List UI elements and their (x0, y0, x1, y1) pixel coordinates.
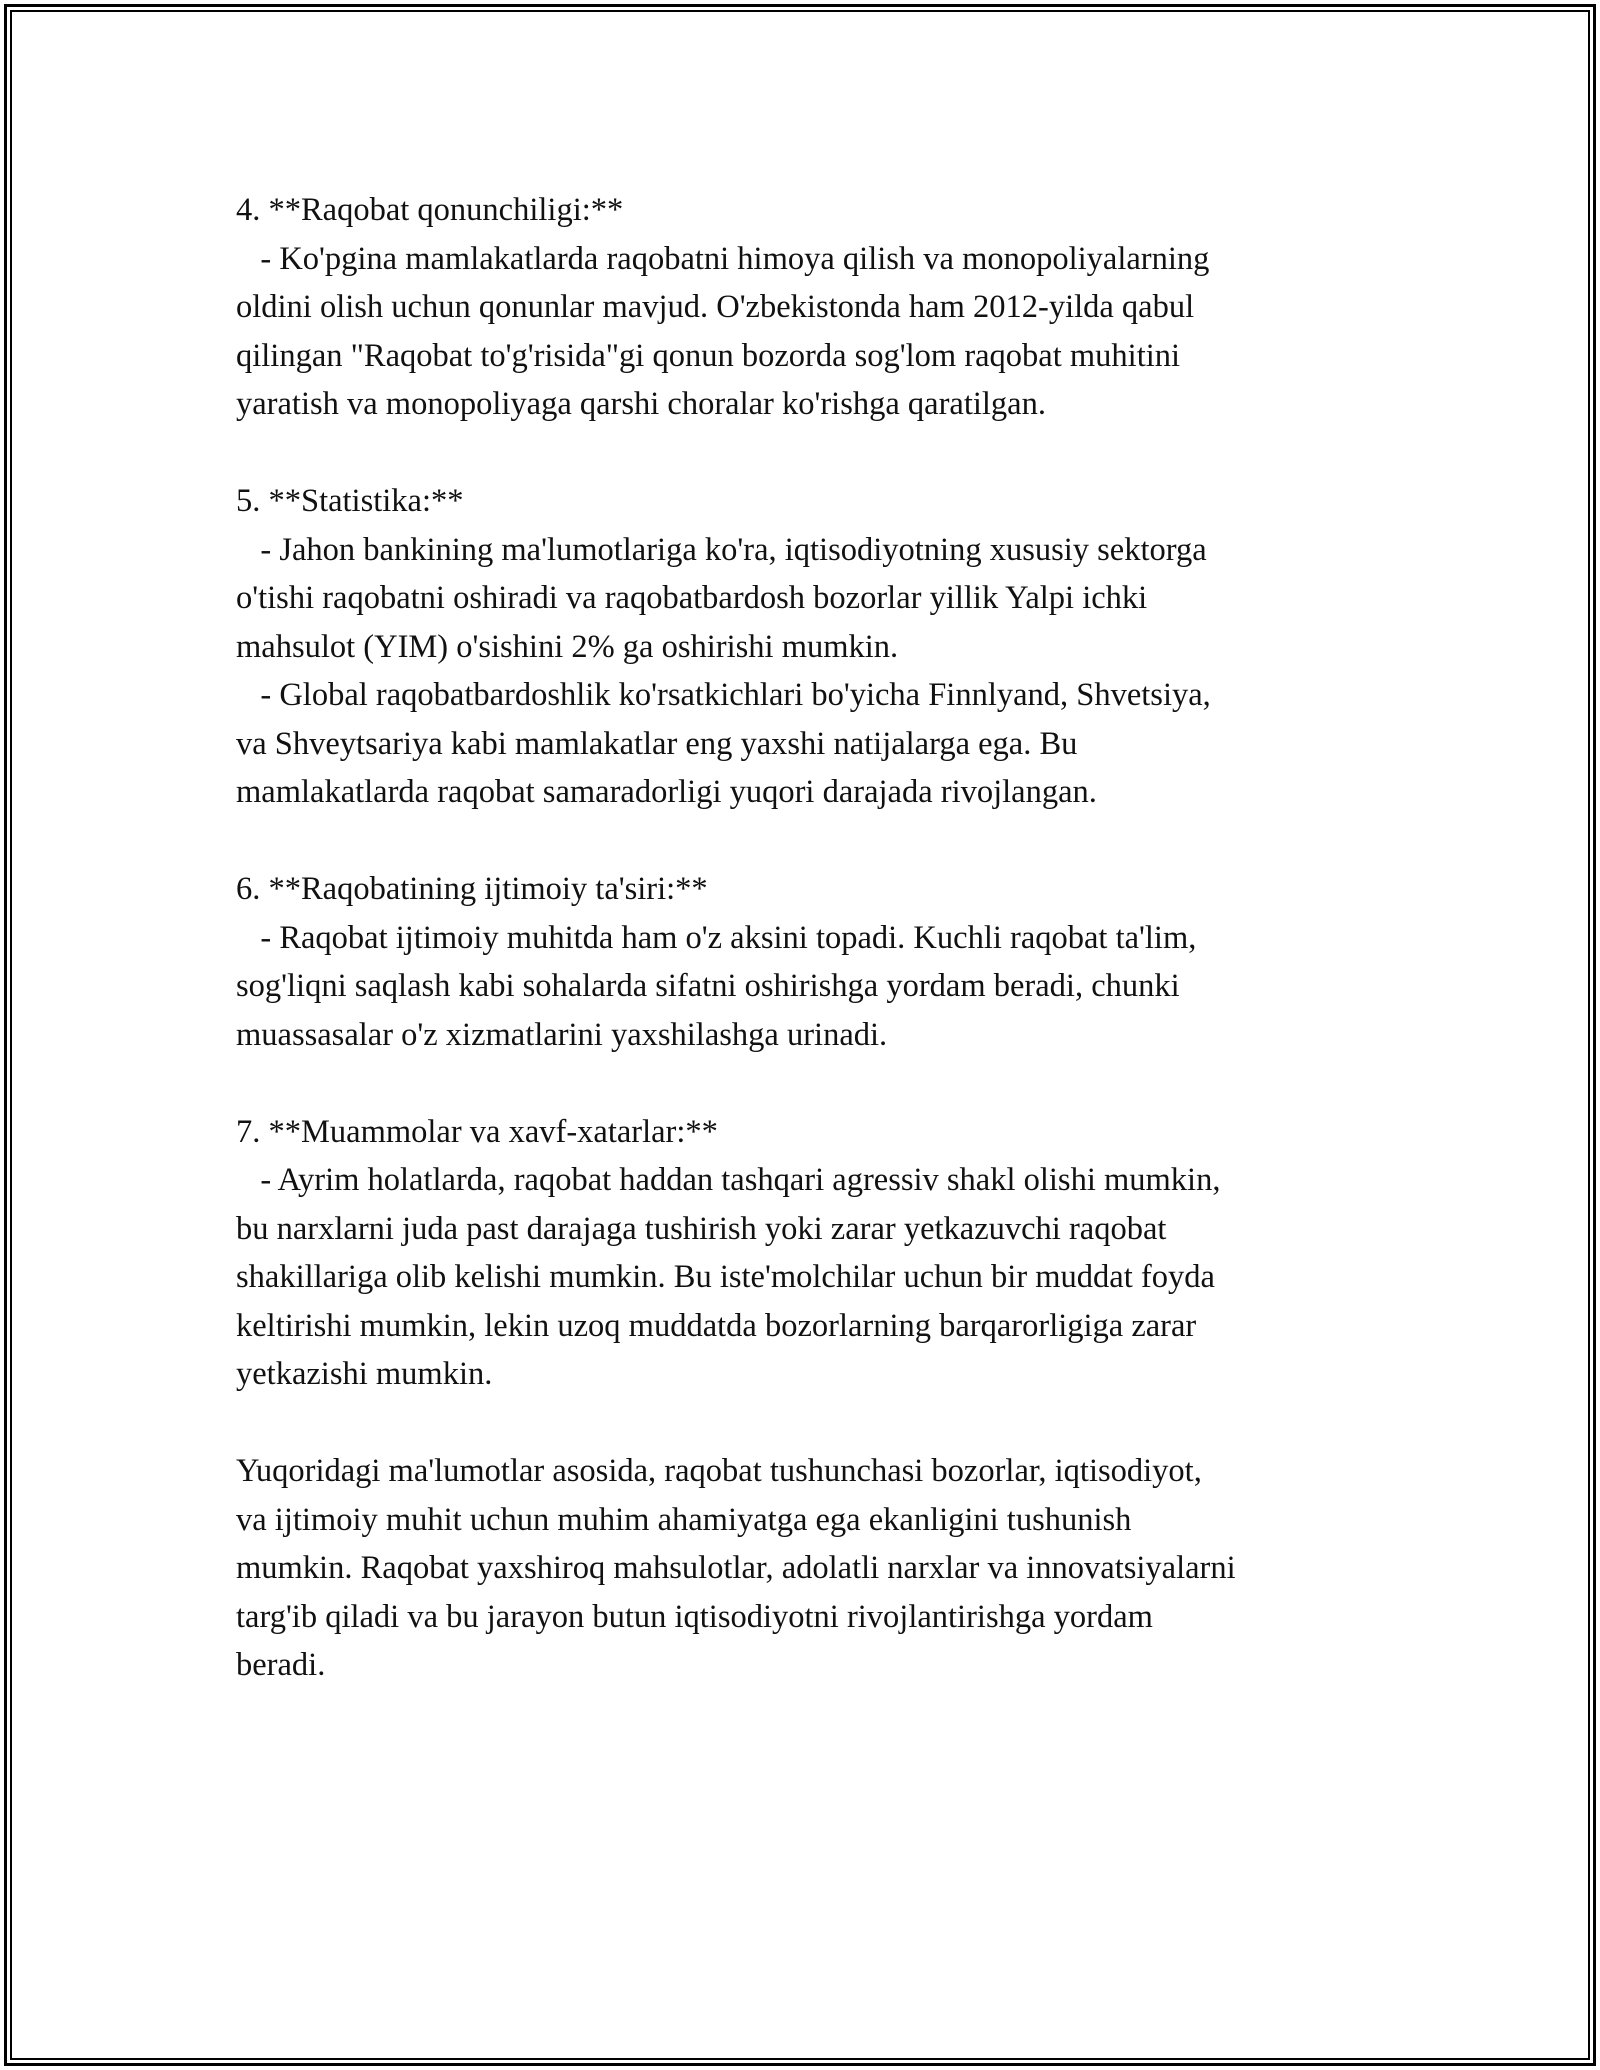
section-statistics (236, 477, 1386, 817)
text-line: sog'liqni saqlash kabi sohalarda sifatni oshirishga yordam beradi, chunki (236, 968, 1180, 1004)
section-heading: 6. **Raqobatining ijtimoiy ta'siri:** (236, 871, 708, 907)
section-problems-risks (236, 1108, 1386, 1399)
text-line: o'tishi raqobatni oshiradi va raqobatbardosh bozorlar yillik Yalpi ichki (236, 580, 1148, 616)
text-line: - Global raqobatbardoshlik ko'rsatkichlari bo'yicha Finnlyand, Shvetsiya, (236, 677, 1211, 713)
text-line: va Shveytsariya kabi mamlakatlar eng yaxshi natijalarga ega. Bu (236, 725, 1078, 762)
text-line: yetkazishi mumkin. (236, 1356, 493, 1392)
section-heading: 7. **Muammolar va xavf-xatarlar:** (236, 1113, 718, 1150)
text-line: keltirishi mumkin, lekin uzoq muddatda bozorlarning barqarorligiga zarar (236, 1307, 1197, 1344)
text-line: muassasalar o'z xizmatlarini yaxshilashga urinadi. (236, 1016, 888, 1053)
text-line: bu narxlarni juda past darajaga tushirish yoki zarar yetkazuvchi raqobat (236, 1210, 1167, 1247)
section-social-impact (236, 865, 1386, 1059)
text-line: mamlakatlarda raqobat samaradorligi yuqori darajada rivojlangan. (236, 774, 1097, 810)
text-line: mumkin. Raqobat yaxshiroq mahsulotlar, adolatli narxlar va innovatsiyalarni (236, 1550, 1236, 1586)
text-line: - Jahon bankining ma'lumotlariga ko'ra, iqtisodiyotning xususiy sektorga (236, 531, 1207, 568)
text-line: mahsulot (YIM) o'sishini 2% ga oshirishi mumkin. (236, 628, 899, 665)
text-line: beradi. (236, 1647, 326, 1683)
text-line: Yuqoridagi ma'lumotlar asosida, raqobat tushunchasi bozorlar, iqtisodiyot, (236, 1453, 1202, 1489)
text-line: - Ayrim holatlarda, raqobat haddan tashqari agressiv shakl olishi mumkin, (236, 1162, 1221, 1198)
document-body (236, 186, 1386, 1738)
text-line: - Raqobat ijtimoiy muhitda ham o'z aksini topadi. Kuchli raqobat ta'lim, (236, 919, 1197, 956)
section-competition-law (236, 186, 1386, 429)
text-line: - Ko'pgina mamlakatlarda raqobatni himoya qilish va monopoliyalarning (236, 240, 1210, 277)
text-line: qilingan "Raqobat to'g'risida"gi qonun bozorda sog'lom raqobat muhitini (236, 337, 1181, 374)
section-heading: 5. **Statistika:** (236, 483, 464, 519)
text-line: yaratish va monopoliyaga qarshi choralar ko'rishga qaratilgan. (236, 386, 1046, 422)
text-line: oldini olish uchun qonunlar mavjud. O'zbekistonda ham 2012-yilda qabul (236, 289, 1195, 325)
section-heading: 4. **Raqobat qonunchiligi:** (236, 192, 624, 228)
text-line: targ'ib qiladi va bu jarayon butun iqtisodiyotni rivojlantirishga yordam (236, 1598, 1153, 1635)
conclusion-paragraph (236, 1447, 1386, 1690)
text-line: va ijtimoiy muhit uchun muhim ahamiyatga ega ekanligini tushunish (236, 1501, 1132, 1538)
text-line: shakillariga olib kelishi mumkin. Bu iste'molchilar uchun bir muddat foyda (236, 1259, 1215, 1295)
